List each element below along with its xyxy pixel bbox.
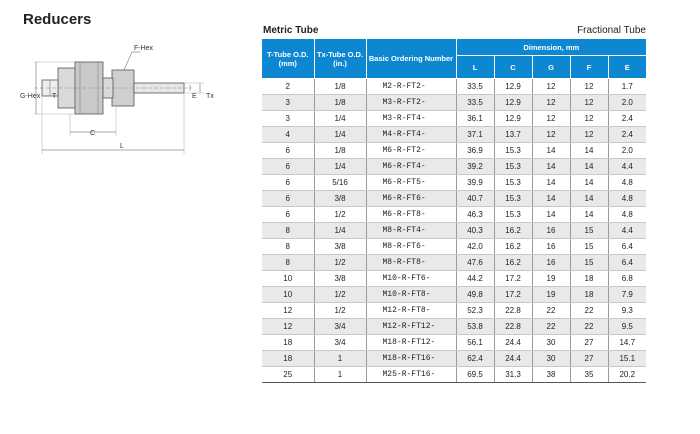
table-cell: 36.9 — [456, 143, 494, 159]
table-cell: 15.1 — [608, 351, 646, 367]
table-cell: 15.3 — [494, 159, 532, 175]
table-cell: M25-R-FT16- — [366, 367, 456, 383]
table-cell: M6-R-FT2- — [366, 143, 456, 159]
table-cell: M6-R-FT5- — [366, 175, 456, 191]
table-cell: 24.4 — [494, 335, 532, 351]
table-row — [262, 271, 646, 287]
col-c: C — [494, 56, 532, 79]
table-cell: 12 — [262, 303, 314, 319]
table-cell: 2.4 — [608, 127, 646, 143]
table-cell: M3-R-FT2- — [366, 95, 456, 111]
table-cell: 2.0 — [608, 143, 646, 159]
table-cell: 22.8 — [494, 319, 532, 335]
table-cell: 12 — [570, 111, 608, 127]
table-cell: 1/2 — [314, 287, 366, 303]
table-cell: 18 — [262, 335, 314, 351]
col-g: G — [532, 56, 570, 79]
col-tx-tube: Tx-Tube O.D. (in.) — [314, 39, 366, 79]
table-cell: 2.0 — [608, 95, 646, 111]
col-l: L — [456, 56, 494, 79]
col-e: E — [608, 56, 646, 79]
e-label: E — [192, 93, 197, 100]
table-cell: 12 — [570, 79, 608, 95]
table-cell: M12-R-FT12- — [366, 319, 456, 335]
table-cell: 14 — [532, 143, 570, 159]
table-cell: 6.4 — [608, 239, 646, 255]
table-cell: 12 — [532, 111, 570, 127]
col-basic-ordering: Basic Ordering Number — [366, 39, 456, 79]
table-cell: 1/8 — [314, 79, 366, 95]
reducer-diagram — [20, 40, 220, 160]
table-body — [262, 79, 646, 383]
table-cell: M10-R-FT6- — [366, 271, 456, 287]
table-cell: 12 — [532, 127, 570, 143]
table-cell: 16 — [532, 223, 570, 239]
table-cell: 14 — [570, 175, 608, 191]
table-caption-row — [262, 25, 646, 38]
table-cell: 3 — [262, 111, 314, 127]
table-cell: 31.3 — [494, 367, 532, 383]
table-cell: 19 — [532, 271, 570, 287]
table-cell: M18-R-FT16- — [366, 351, 456, 367]
table-row — [262, 335, 646, 351]
table-cell: 38 — [532, 367, 570, 383]
table-cell: 35 — [570, 367, 608, 383]
table-row — [262, 159, 646, 175]
table-row — [262, 111, 646, 127]
table-cell: 27 — [570, 335, 608, 351]
table-cell: 8 — [262, 223, 314, 239]
table-row — [262, 255, 646, 271]
table-cell: 17.2 — [494, 287, 532, 303]
table-row — [262, 79, 646, 95]
table-cell: 14 — [532, 175, 570, 191]
table-cell: 4.8 — [608, 191, 646, 207]
table-cell: 49.8 — [456, 287, 494, 303]
table-cell: 1/8 — [314, 95, 366, 111]
table-cell: M8-R-FT8- — [366, 255, 456, 271]
table-cell: 62.4 — [456, 351, 494, 367]
table-cell: 4.4 — [608, 223, 646, 239]
table-cell: 22 — [532, 303, 570, 319]
table-row — [262, 95, 646, 111]
table-cell: 14 — [570, 143, 608, 159]
table-cell: 2.4 — [608, 111, 646, 127]
table-cell: 12 — [532, 95, 570, 111]
table-row — [262, 143, 646, 159]
page-title: Reducers — [23, 11, 92, 28]
table-cell: M8-R-FT6- — [366, 239, 456, 255]
table-cell: 15.3 — [494, 175, 532, 191]
table-cell: 10 — [262, 271, 314, 287]
table-cell: 12 — [570, 95, 608, 111]
table-cell: 53.8 — [456, 319, 494, 335]
table-cell: 40.7 — [456, 191, 494, 207]
table-cell: M6-R-FT8- — [366, 207, 456, 223]
table-row — [262, 287, 646, 303]
table-cell: 15.3 — [494, 207, 532, 223]
table-cell: 12.9 — [494, 79, 532, 95]
table-cell: 14 — [532, 207, 570, 223]
table-cell: 12 — [262, 319, 314, 335]
table-cell: 18 — [570, 271, 608, 287]
table-cell: 14 — [570, 191, 608, 207]
table-cell: 15 — [570, 239, 608, 255]
table-cell: 8 — [262, 239, 314, 255]
table-cell: 16.2 — [494, 223, 532, 239]
table-cell: 1/4 — [314, 159, 366, 175]
table-cell: 9.3 — [608, 303, 646, 319]
table-cell: M6-R-FT6- — [366, 191, 456, 207]
reducer-table — [262, 39, 646, 383]
table-cell: 4 — [262, 127, 314, 143]
table-cell: 1.7 — [608, 79, 646, 95]
table-cell: 37.1 — [456, 127, 494, 143]
table-cell: 22 — [570, 303, 608, 319]
table-cell: 3/4 — [314, 335, 366, 351]
table-cell: 52.3 — [456, 303, 494, 319]
table-cell: 15.3 — [494, 191, 532, 207]
table-cell: 47.6 — [456, 255, 494, 271]
table-cell: 22 — [570, 319, 608, 335]
table-cell: 12 — [532, 79, 570, 95]
table-cell: 14 — [532, 159, 570, 175]
table-cell: 9.5 — [608, 319, 646, 335]
table-cell: 18 — [570, 287, 608, 303]
table-cell: 39.2 — [456, 159, 494, 175]
f-hex-label: F-Hex — [134, 45, 154, 52]
table-cell: 4.8 — [608, 175, 646, 191]
table-cell: 15.3 — [494, 143, 532, 159]
table-cell: 39.9 — [456, 175, 494, 191]
table-cell: M3-R-FT4- — [366, 111, 456, 127]
table-row — [262, 127, 646, 143]
table-cell: 13.7 — [494, 127, 532, 143]
tx-label: Tx — [206, 93, 214, 100]
table-row — [262, 367, 646, 383]
table-cell: 19 — [532, 287, 570, 303]
table-cell: 6 — [262, 175, 314, 191]
l-label: L — [120, 143, 124, 150]
table-cell: 14.7 — [608, 335, 646, 351]
table-row — [262, 319, 646, 335]
table-cell: 8 — [262, 255, 314, 271]
table-cell: 6.4 — [608, 255, 646, 271]
table-cell: 7.9 — [608, 287, 646, 303]
table-cell: 6 — [262, 191, 314, 207]
table-row — [262, 239, 646, 255]
table-row — [262, 191, 646, 207]
table-cell: 33.5 — [456, 79, 494, 95]
table-cell: 12.9 — [494, 95, 532, 111]
table-cell: 1/2 — [314, 303, 366, 319]
table-cell: 46.3 — [456, 207, 494, 223]
table-cell: 15 — [570, 223, 608, 239]
caption-fractional: Fractional Tube — [577, 25, 646, 36]
table-cell: 4.8 — [608, 207, 646, 223]
table-cell: 33.5 — [456, 95, 494, 111]
table-cell: 30 — [532, 335, 570, 351]
table-cell: 1 — [314, 351, 366, 367]
table-cell: 16.2 — [494, 255, 532, 271]
table-cell: 44.2 — [456, 271, 494, 287]
table-cell: 10 — [262, 287, 314, 303]
table-cell: 69.5 — [456, 367, 494, 383]
table-cell: 1/2 — [314, 207, 366, 223]
table-row — [262, 303, 646, 319]
table-cell: 3/8 — [314, 271, 366, 287]
c-label: C — [90, 130, 96, 137]
table-cell: 15 — [570, 255, 608, 271]
table-row — [262, 175, 646, 191]
table-cell: 1/4 — [314, 223, 366, 239]
table-cell: 40.3 — [456, 223, 494, 239]
table-cell: 24.4 — [494, 351, 532, 367]
table-cell: 22 — [532, 319, 570, 335]
caption-metric: Metric Tube — [263, 25, 319, 36]
table-cell: 16.2 — [494, 239, 532, 255]
table-cell: 12.9 — [494, 111, 532, 127]
table-cell: 2 — [262, 79, 314, 95]
table-cell: 6 — [262, 143, 314, 159]
table-cell: 16 — [532, 239, 570, 255]
table-cell: 27 — [570, 351, 608, 367]
table-cell: 3/8 — [314, 239, 366, 255]
table-cell: 6.8 — [608, 271, 646, 287]
table-cell: 4.4 — [608, 159, 646, 175]
table-cell: 5/16 — [314, 175, 366, 191]
t-label: T — [52, 93, 57, 100]
table-row — [262, 207, 646, 223]
table-cell: 16 — [532, 255, 570, 271]
table-cell: M18-R-FT12- — [366, 335, 456, 351]
table-cell: 56.1 — [456, 335, 494, 351]
table-cell: M12-R-FT8- — [366, 303, 456, 319]
table-cell: 1/8 — [314, 143, 366, 159]
table-cell: 18 — [262, 351, 314, 367]
col-dimension: Dimension, mm — [456, 39, 646, 56]
table-cell: 14 — [570, 207, 608, 223]
table-cell: M10-R-FT8- — [366, 287, 456, 303]
table-cell: M2-R-FT2- — [366, 79, 456, 95]
table-row — [262, 223, 646, 239]
table-row — [262, 351, 646, 367]
table-cell: 20.2 — [608, 367, 646, 383]
table-cell: M8-R-FT4- — [366, 223, 456, 239]
table-cell: M4-R-FT4- — [366, 127, 456, 143]
table-cell: 1/4 — [314, 111, 366, 127]
col-t-tube: T-Tube O.D. (mm) — [262, 39, 314, 79]
table-cell: 12 — [570, 127, 608, 143]
table-cell: 14 — [570, 159, 608, 175]
table-cell: 1 — [314, 367, 366, 383]
table-cell: 25 — [262, 367, 314, 383]
table-cell: M6-R-FT4- — [366, 159, 456, 175]
table-cell: 1/2 — [314, 255, 366, 271]
table-cell: 1/4 — [314, 127, 366, 143]
table-cell: 3/8 — [314, 191, 366, 207]
table-cell: 3/4 — [314, 319, 366, 335]
g-hex-label: G-Hex — [20, 93, 41, 100]
col-f: F — [570, 56, 608, 79]
table-cell: 30 — [532, 351, 570, 367]
table-cell: 6 — [262, 207, 314, 223]
table-cell: 36.1 — [456, 111, 494, 127]
table-cell: 42.0 — [456, 239, 494, 255]
table-cell: 22.8 — [494, 303, 532, 319]
table-cell: 6 — [262, 159, 314, 175]
tube-stub — [134, 83, 184, 93]
table-cell: 14 — [532, 191, 570, 207]
table-cell: 17.2 — [494, 271, 532, 287]
table-cell: 3 — [262, 95, 314, 111]
